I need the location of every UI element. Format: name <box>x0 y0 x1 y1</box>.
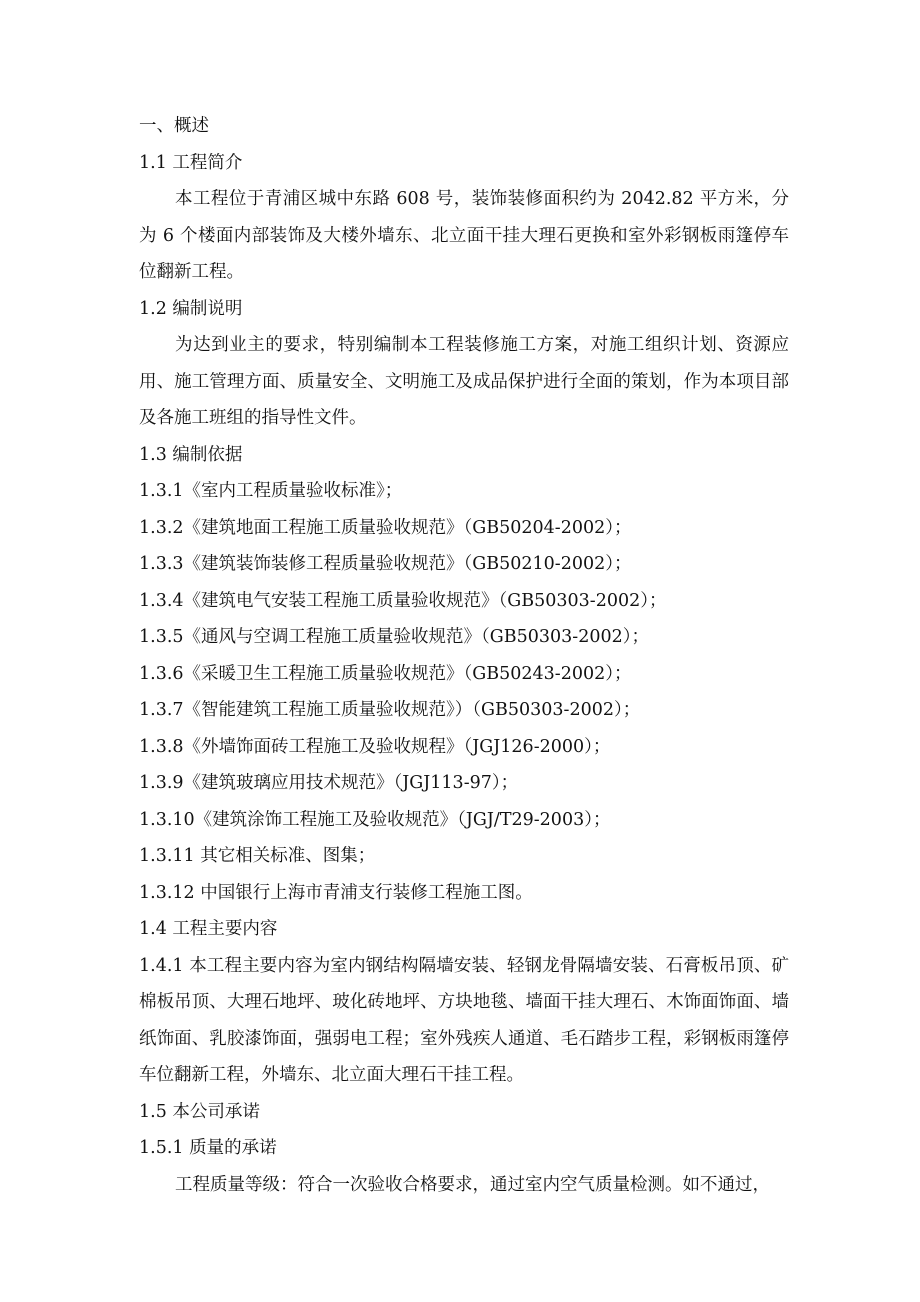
reference-item: 1.3.1《室内工程质量验收标准》； <box>139 481 403 501</box>
section-heading-1-5-1: 1.5.1 质量的承诺 <box>139 1138 277 1158</box>
paragraph-main-content: 1.4.1 本工程主要内容为室内钢结构隔墙安装、轻钢龙骨隔墙安装、石膏板吊顶、矿棉板吊顶、大理石地坪、玻化砖地坪、方块地毯、墙面干挂大理石、木饰面饰面、墙纸饰面、乳胶漆饰面，强弱电工程；室外残疾人通道、毛石踏步工程，彩钢板雨篷停车位翻新工程，外墙东、北立面大理石干挂工程。 <box>139 955 789 1085</box>
section-heading-1-3: 1.3 编制依据 <box>139 444 243 465</box>
document-body <box>139 108 789 1203</box>
paragraph-compilation-note: 为达到业主的要求，特别编制本工程装修施工方案，对施工组织计划、资源应用、施工管理方面、质量安全、文明施工及成品保护进行全面的策划，作为本项目部及各施工班组的指导性文件。 <box>139 335 789 428</box>
paragraph-quality-commitment: 工程质量等级：符合一次验收合格要求，通过室内空气质量检测。如不通过， <box>175 1174 770 1195</box>
reference-item: 1.3.8《外墙饰面砖工程施工及验收规程》（JGJ126-2000）； <box>139 736 611 757</box>
reference-item: 1.3.2《建筑地面工程施工质量验收规范》（GB50204-2002）； <box>139 517 632 538</box>
reference-item: 1.3.11 其它相关标准、图集； <box>139 846 376 866</box>
paragraph-project-intro: 本工程位于青浦区城中东路 608 号，装饰装修面积约为 2042.82 平方米，分为 6 个楼面内部装饰及大楼外墙东、北立面干挂大理石更换和室外彩钢板雨篷停车位翻新工程。 <box>139 189 789 282</box>
reference-item: 1.3.10《建筑涂饰工程施工及验收规范》（JGJ/T29-2003）； <box>139 809 611 830</box>
reference-item: 1.3.3《建筑装饰装修工程质量验收规范》（GB50210-2002）； <box>139 554 632 574</box>
section-heading-1-1: 1.1 工程简介 <box>139 152 243 173</box>
reference-item: 1.3.7《智能建筑工程施工质量验收规范》）（GB50303-2002）； <box>139 700 641 720</box>
reference-item: 1.3.6《采暖卫生工程施工质量验收规范》（GB50243-2002）； <box>139 663 632 684</box>
reference-item: 1.3.9《建筑玻璃应用技术规范》（JGJ113-97）； <box>139 773 519 793</box>
reference-item: 1.3.4《建筑电气安装工程施工质量验收规范》（GB50303-2002）； <box>139 590 667 611</box>
reference-item: 1.3.5《通风与空调工程施工质量验收规范》（GB50303-2002）； <box>139 627 649 647</box>
section-heading-1-5: 1.5 本公司承诺 <box>139 1101 260 1122</box>
section-heading-1-2: 1.2 编制说明 <box>139 298 243 319</box>
reference-item: 1.3.12 中国银行上海市青浦支行装修工程施工图。 <box>139 882 533 903</box>
section-heading-overview: 一、概述 <box>139 116 209 136</box>
section-heading-1-4: 1.4 工程主要内容 <box>139 919 278 939</box>
